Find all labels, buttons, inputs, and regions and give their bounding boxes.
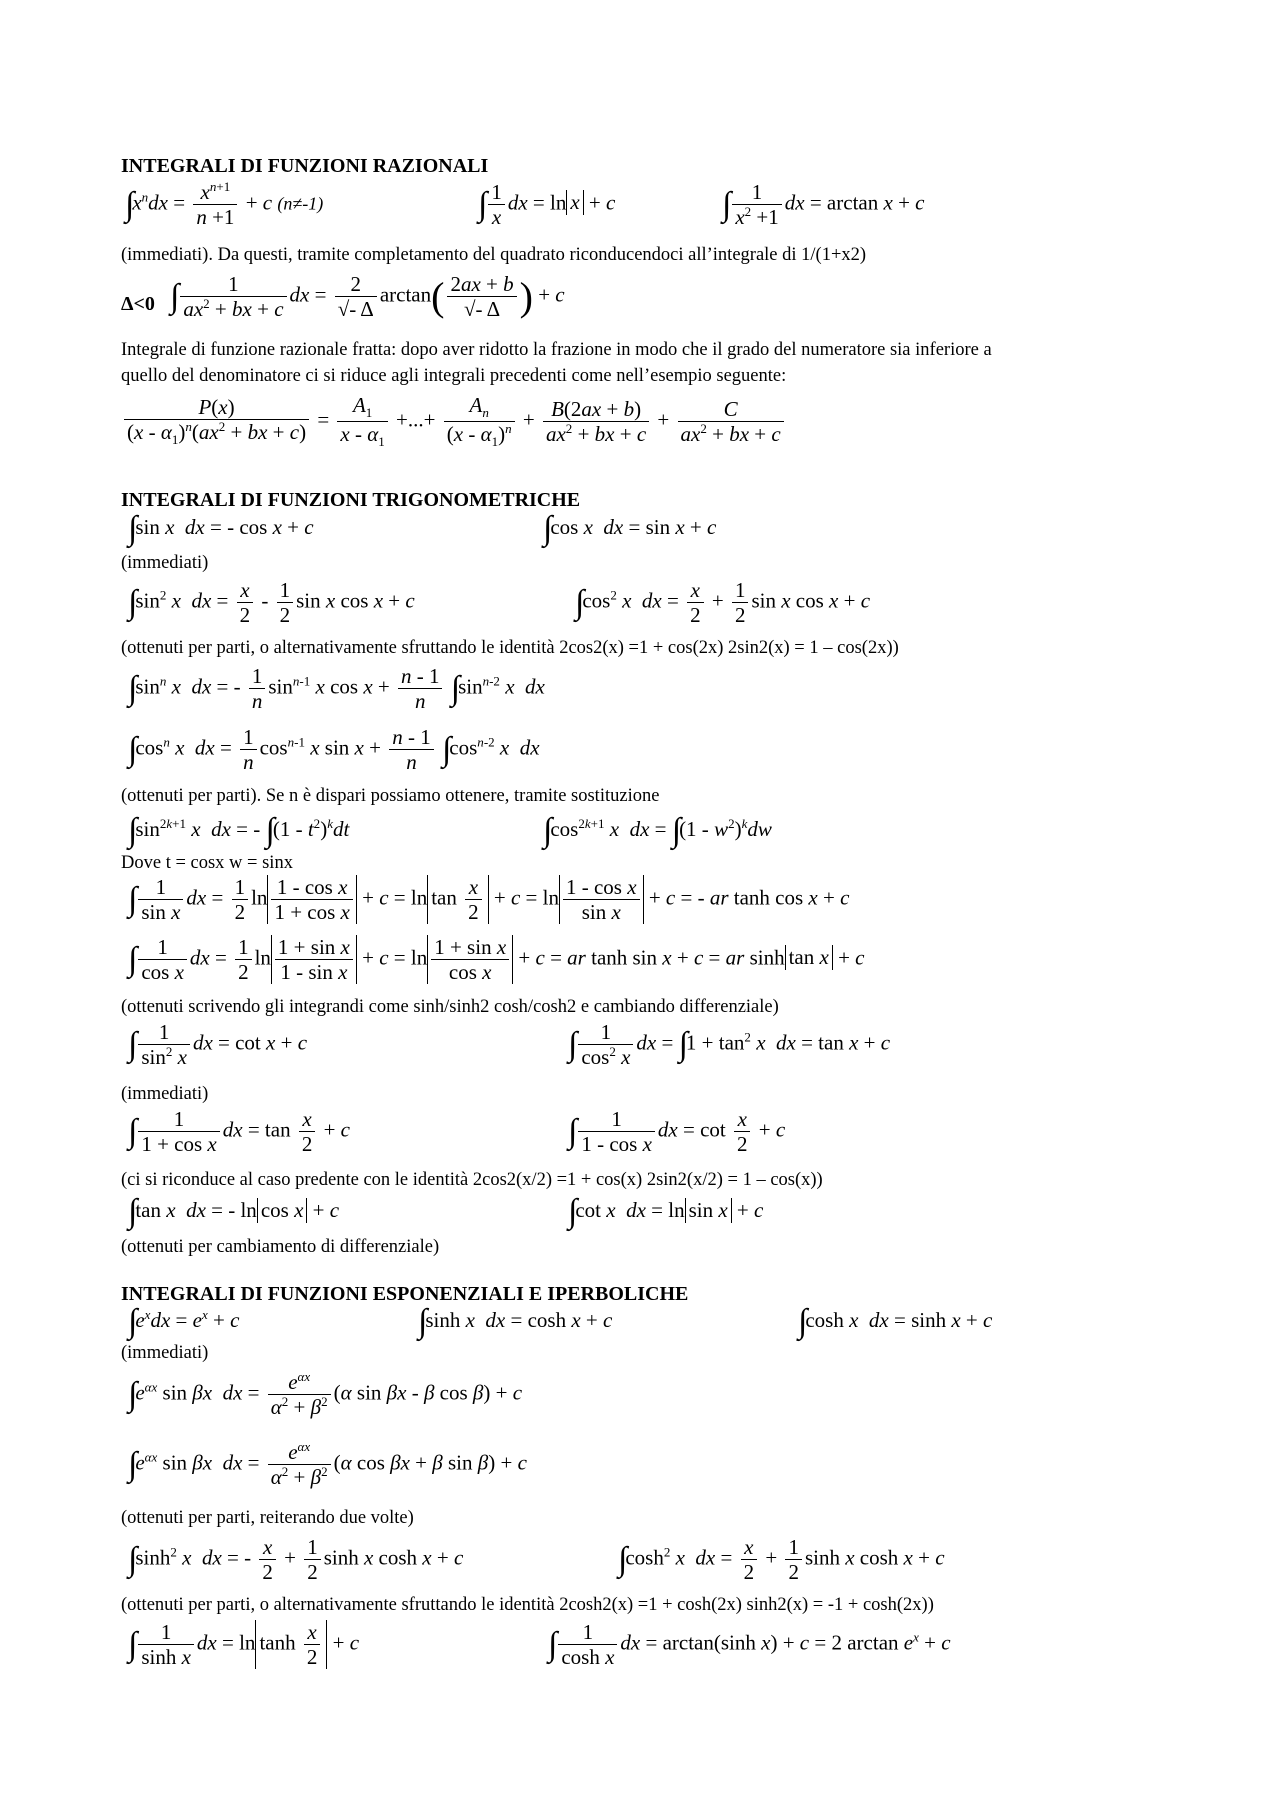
formula-arctan: ∫ $\frac{1}{x^2 +1}$ dx = arctan x + c (722, 180, 925, 230)
formula-inverse-x: ∫ $\frac{1}{x}$ dx = ln x + c (478, 180, 616, 230)
formula-int-cosh: ∫cosh x dx = sinh x + c (798, 1303, 993, 1340)
note-parts-identity-exp: (ottenuti per parti, o alternativamente sfruttando le identità 2cosh2(x) =1 + cosh(2x) sinh2(x) = -1 + cosh(2x)) (121, 1595, 934, 1615)
note-immediate-rational: (immediati). Da questi, tramite completamento del quadrato riconducendoci all’integrale di 1/(1+x2) (121, 245, 867, 265)
formula-partial-fractions: $\frac{P(x)}{(x - \alpha_1)^n(ax^2 + bx + c)}$ = $\frac{A_1}{x - \alpha_1}$ +...+ $\frac{A_n}{(x - \alpha_1)^n}$ + $\frac{B(2ax + b)}{ax^2 + bx + c}$ + $\frac{C}{ax^2 + bx + c}$ (121, 393, 787, 450)
formula-int-sinh: ∫sinh x dx = cosh x + c (418, 1303, 613, 1340)
formula-int-tan: ∫tan x dx = - ln cos x + c (128, 1193, 340, 1230)
note-parts-identity-trig: (ottenuti per parti, o alternativamente sfruttando le identità 2cos2(x) =1 + cos(2x) 2sin2(x) = 1 – cos(2x)) (121, 638, 899, 658)
section-title-exp: INTEGRALI DI FUNZIONI ESPONENZIALI E IPERBOLICHE (121, 1283, 689, 1305)
formula-int-cos: ∫cos x dx = sin x + c (543, 510, 717, 547)
formula-int-cos-squared: $\int\cos^2$ x dx = $\frac{x}{2}$ + $\frac{1}{2}$ sin x cos x + c (575, 578, 871, 628)
note-reduce: (ci si riconduce al caso predente con le identità 2cos2(x/2) =1 + cos(x) 2sin2(x/2) = 1 – cos(x)) (121, 1170, 823, 1190)
note-immediate-trig: (immediati) (121, 553, 209, 573)
formula-int-one-over-cos-squared: ∫ $\frac{1}{\cos^2 x}$ dx = $\int 1 + \tan^2 x$ dx = tan x + c (568, 1020, 891, 1070)
formula-int-one-over-sin: ∫ $\frac{1}{\text{sin x}}$ dx = $\frac{1}{2}$ ln $\frac{\text{1 - cos x}}{\text{1 + cos x}}$ + c = ln tan $\frac{x}{2}$ + c = ln $\frac{\text{1 - cos x}}{\text{sin x}}$ + c = - ar tanh cos x + c (128, 875, 850, 925)
formula-sin-power-reduction: $\int\sin^n$ x dx = - $\frac{1}{n}$ $\sin^{n-1} x$ cos x + $\frac{n - 1}{n}$ $\int\sin^{n-2}$ x dx (128, 664, 545, 714)
formula-exp-sin-product: $\int e^{\alpha x}$ sin βx dx = $\frac{e^{\alpha x}}{\alpha^2 + \beta^2}$ (α sin βx - β cos β) + c (128, 1369, 523, 1420)
formula-int-cosh-squared: $\int\cosh^2$ x dx = $\frac{x}{2}$ + $\frac{1}{2}$ sinh x cosh x + c (618, 1535, 945, 1585)
note-fraction-1: Integrale di funzione razionale fratta: dopo aver ridotto la frazione in modo che il grado del numeratore sia inferiore a (121, 340, 992, 360)
condition-n: (n≠-1) (277, 193, 324, 214)
note-twice: (ottenuti per parti, reiterando due volte) (121, 1508, 414, 1528)
formula-cos-power-reduction: $\int\cos^n$ x dx = $\frac{1}{n}$ $\cos^{n-1} x$ sin x + $\frac{n - 1}{n}$ $\int\cos^{n-2}$ x dx (128, 725, 540, 775)
formula-int-one-over-cosh: ∫ $\frac{1}{\text{cosh x}}$ dx = arctan(sinh x) + c = 2 $\arctan e^x + c$ (548, 1620, 951, 1670)
formula-int-one-over-cos: ∫ $\frac{1}{\text{cos x}}$ dx = $\frac{1}{2}$ ln $\frac{\text{1 + sin x}}{\text{1 - sin x}}$ + c = ln $\frac{\text{1 + sin x}}{\text{cos x}}$ + c = ar tanh sin x + c = ar sinh tan x + c (128, 935, 865, 985)
note-immediate-trig-2: (immediati) (121, 1084, 209, 1104)
section-title-trig: INTEGRALI DI FUNZIONI TRIGONOMETRICHE (121, 489, 581, 511)
note-fraction-2: quello del denominatore ci si riduce agli integrali precedenti come nell’esempio seguente: (121, 366, 787, 386)
note-differential: (ottenuti per cambiamento di differenziale) (121, 1237, 440, 1257)
formula-int-exp: $\int e^xdx = e^x + c$ (128, 1303, 240, 1340)
formula-int-one-over-one-plus-cos: ∫ $\frac{1}{\text{1 + cos x}}$ dx = tan $\frac{x}{2}$ + c (128, 1107, 350, 1157)
formula-power-integral: $\int x^ndx$ = $\frac{x^{n+1}}{n +1}$ + c (n≠-1) (125, 179, 324, 230)
formula-int-sinh-squared: $\int\sinh^2$ x dx = - $\frac{x}{2}$ + $\frac{1}{2}$ sinh x cosh x + c (128, 1535, 464, 1585)
formula-sin-odd-substitution: $\int\sin^{2k+1}$ x dx = - $\int(1 - t^2)^kdt$ (128, 812, 350, 849)
formula-int-cot: ∫cot x dx = ln sin x + c (568, 1193, 764, 1230)
note-where: Dove t = cosx w = sinx (121, 853, 293, 873)
note-hyperbolic-trig: (ottenuti scrivendo gli integrandi come sinh/sinh2 cosh/cosh2 e cambiando differenziale) (121, 997, 779, 1017)
formula-cos-odd-substitution: $\int\cos^{2k+1}$ x dx = $\int(1 - w^2)^kdw$ (543, 812, 772, 849)
section-title-rational: INTEGRALI DI FUNZIONI RAZIONALI (121, 155, 489, 177)
formula-exp-cos-product: $\int e^{\alpha x}$ sin βx dx = $\frac{e^{\alpha x}}{\alpha^2 + \beta^2}$ (α cos βx + β sin β) + c (128, 1439, 527, 1490)
formula-int-one-over-one-minus-cos: ∫ $\frac{1}{\text{1 - cos x}}$ dx = cot $\frac{x}{2}$ + c (568, 1107, 786, 1157)
delta-condition-label: Δ<0 (121, 293, 155, 315)
formula-int-sin: ∫sin x dx = - cos x + c (128, 510, 314, 547)
formula-quadratic-denominator: ∫ $\frac{1}{ax^2 + bx + c}$ dx = $\frac{2}{√- \Delta}$ arctan( $\frac{2ax + b}{√- \Delta}$ ) + c (170, 272, 565, 322)
formula-int-one-over-sinh: ∫ $\frac{1}{\text{sinh x}}$ dx = ln tanh $\frac{x}{2}$ + c (128, 1620, 360, 1670)
note-immediate-exp: (immediati) (121, 1343, 209, 1363)
formula-int-sin-squared: $\int\sin^2$ x dx = $\frac{x}{2}$ - $\frac{1}{2}$ sin x cos x + c (128, 578, 415, 628)
note-parts-odd: (ottenuti per parti). Se n è dispari possiamo ottenere, tramite sostituzione (121, 786, 660, 806)
formula-int-one-over-sin-squared: ∫ $\frac{1}{\sin^2 x}$ dx = cot x + c (128, 1020, 308, 1070)
